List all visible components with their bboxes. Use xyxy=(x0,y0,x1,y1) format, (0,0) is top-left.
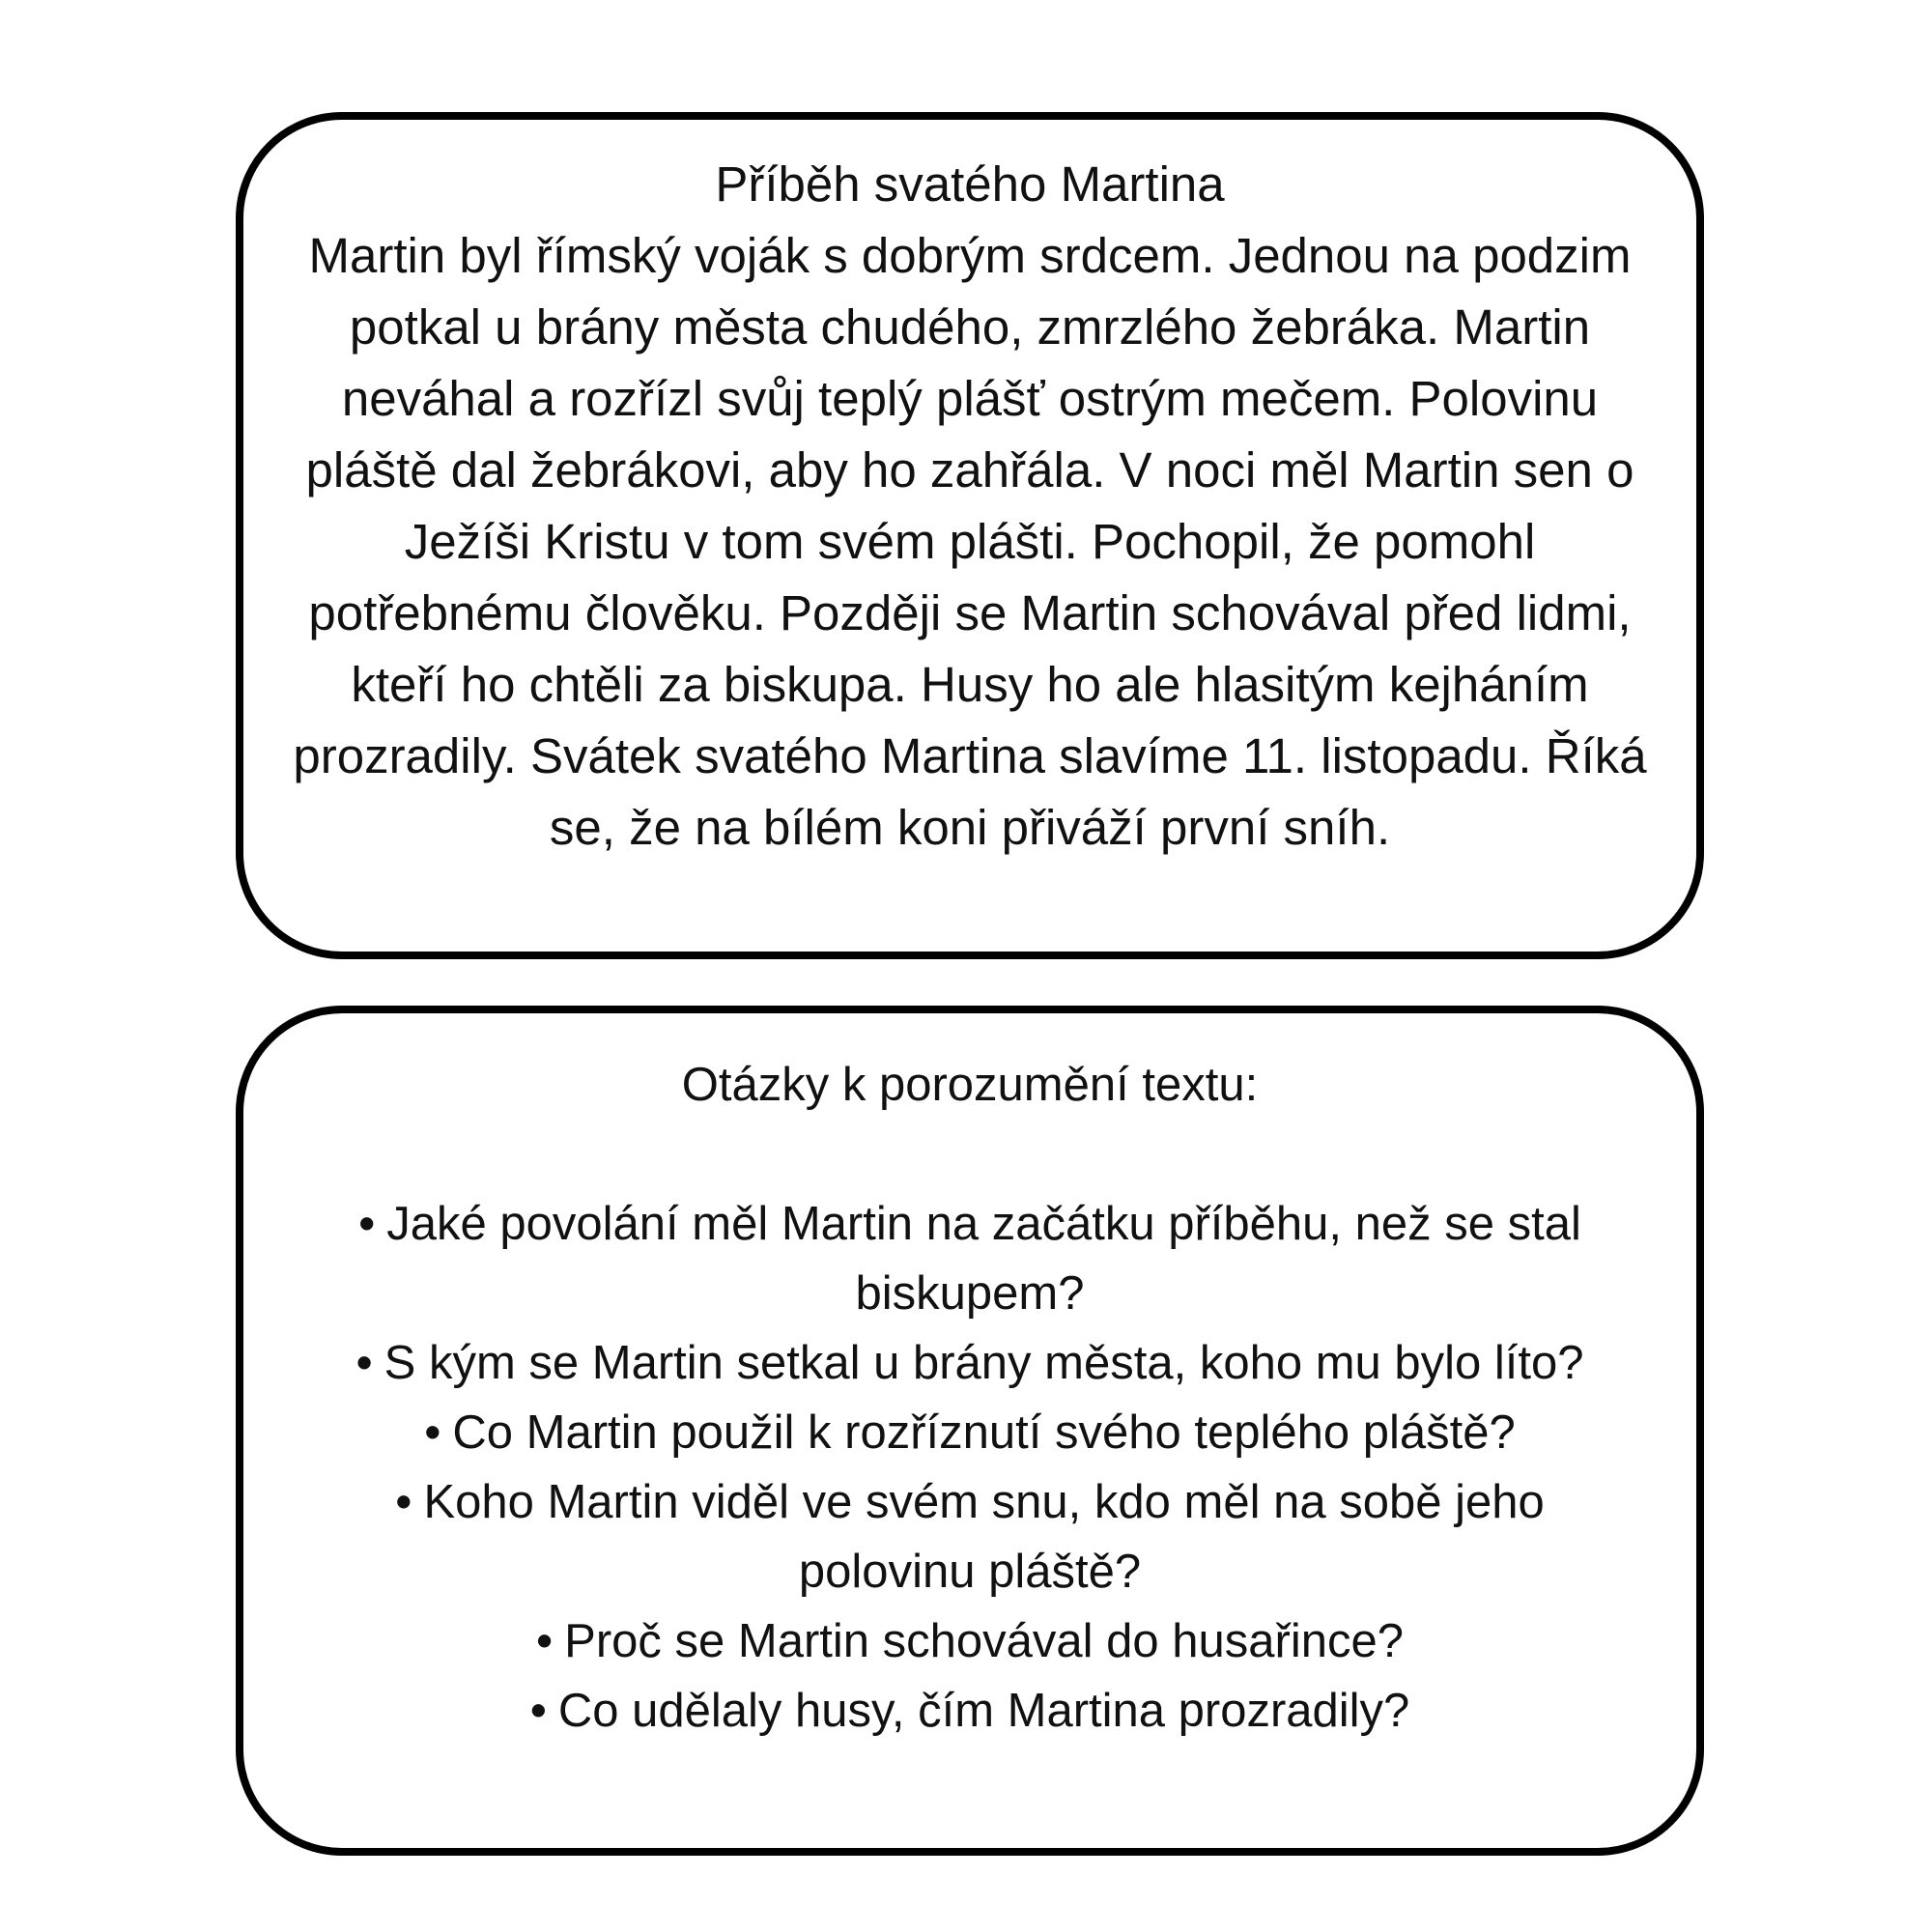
question-text: S kým se Martin setkal u brány města, koho mu bylo líto? xyxy=(384,1337,1584,1389)
story-text: Martin byl římský voják s dobrým srdcem. Jednou na podzim potkal u brány města chudého, zmrzlého žebráka. Martin neváhal a rozřízl svůj teplý plášť ostrým mečem. Polovinu pláště dal žebrákovi, aby ho zahřála. V noci měl Martin sen o Ježíši Kristu v tom svém plášti. Pochopil, že pomohl potřebnému člověku. Později se Martin schovával před lidmi, kteří ho chtěli za biskupa. Husy ho ale hlasitým kejháním prozradily. Svátek svatého Martina slavíme 11. listopadu. Říká se, že na bílém koni přiváží první sníh. xyxy=(293,228,1647,855)
bullet-icon: • xyxy=(536,1615,554,1667)
story-title: Příběh svatého Martina xyxy=(715,156,1225,212)
question-text: Koho Martin viděl ve svém snu, kdo měl na sobě jeho polovinu pláště? xyxy=(423,1476,1545,1598)
questions-title: Otázky k porozumění textu: xyxy=(681,1059,1259,1111)
question-text: Co Martin použil k rozříznutí svého teplého pláště? xyxy=(452,1406,1516,1459)
question-item xyxy=(340,1467,1600,1606)
questions-list xyxy=(340,1189,1600,1746)
question-text: Jaké povolání měl Martin na začátku příběhu, než se stal biskupem? xyxy=(386,1198,1581,1320)
bullet-icon: • xyxy=(395,1476,412,1528)
question-item xyxy=(340,1398,1600,1467)
bullet-icon: • xyxy=(424,1406,441,1459)
bullet-icon: • xyxy=(529,1685,547,1737)
story-card xyxy=(236,112,1704,959)
bullet-icon: • xyxy=(358,1198,376,1250)
question-item xyxy=(340,1676,1600,1746)
question-text: Proč se Martin schovával do husařince? xyxy=(564,1615,1404,1667)
question-item xyxy=(340,1189,1600,1328)
bullet-icon: • xyxy=(355,1337,373,1389)
question-item xyxy=(340,1606,1600,1676)
questions-card xyxy=(236,1006,1704,1856)
question-text: Co udělaly husy, čím Martina prozradily? xyxy=(557,1685,1410,1737)
question-item xyxy=(340,1328,1600,1398)
